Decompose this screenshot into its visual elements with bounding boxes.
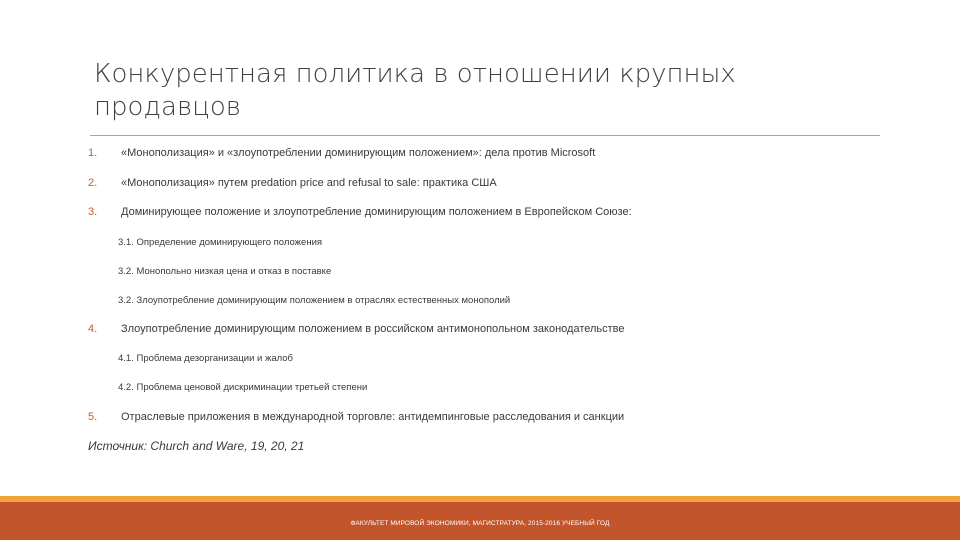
footer-bar [0,502,960,540]
source-note: Источник: Church and Ware, 19, 20, 21 [88,439,305,453]
list-item-4-number: 4. [88,323,98,335]
list-item-2-text: «Монополизация» путем predation price and refusal to sale: практика США [121,177,497,189]
sub-item-3-2: 3.2. Монопольно низкая цена и отказ в поставке [118,266,332,277]
list-item-3-text: Доминирующее положение и злоупотребление доминирующим положением в Европейском Союзе: [121,206,632,218]
list-item-5-number: 5. [88,411,98,423]
sub-item-3-1: 3.1. Определение доминирующего положения [118,237,323,248]
list-item-3-number: 3. [88,206,98,218]
footer-text: ФАКУЛЬТЕТ МИРОВОЙ ЭКОНОМИКИ, МАГИСТРАТУРА, 2015-2016 УЧЕБНЫЙ ГОД [350,520,610,527]
list-item-1-text: «Монополизация» и «злоупотреблении доминирующим положением»: дела против Microsoft [121,147,596,159]
title-divider [90,135,880,136]
sub-item-4-2: 4.2. Проблема ценовой дискриминации третьей степени [118,382,368,393]
list-item-4-text: Злоупотребление доминирующим положением в российском антимонопольном законодательстве [121,323,625,335]
sub-item-4-1: 4.1. Проблема дезорганизации и жалоб [118,353,293,364]
slide-title [94,58,854,124]
slide-title-line-1: Конкурентная политика в отношении крупных [94,59,736,89]
sub-item-3-3: 3.2. Злоупотребление доминирующим положением в отраслях естественных монополий [118,295,511,306]
list-item-1-number: 1. [88,147,98,159]
list-item-5-text: Отраслевые приложения в международной торговле: антидемпинговые расследования и санкции [121,411,625,423]
slide-title-line-2: продавцов [94,92,242,122]
list-item-2-number: 2. [88,177,98,189]
